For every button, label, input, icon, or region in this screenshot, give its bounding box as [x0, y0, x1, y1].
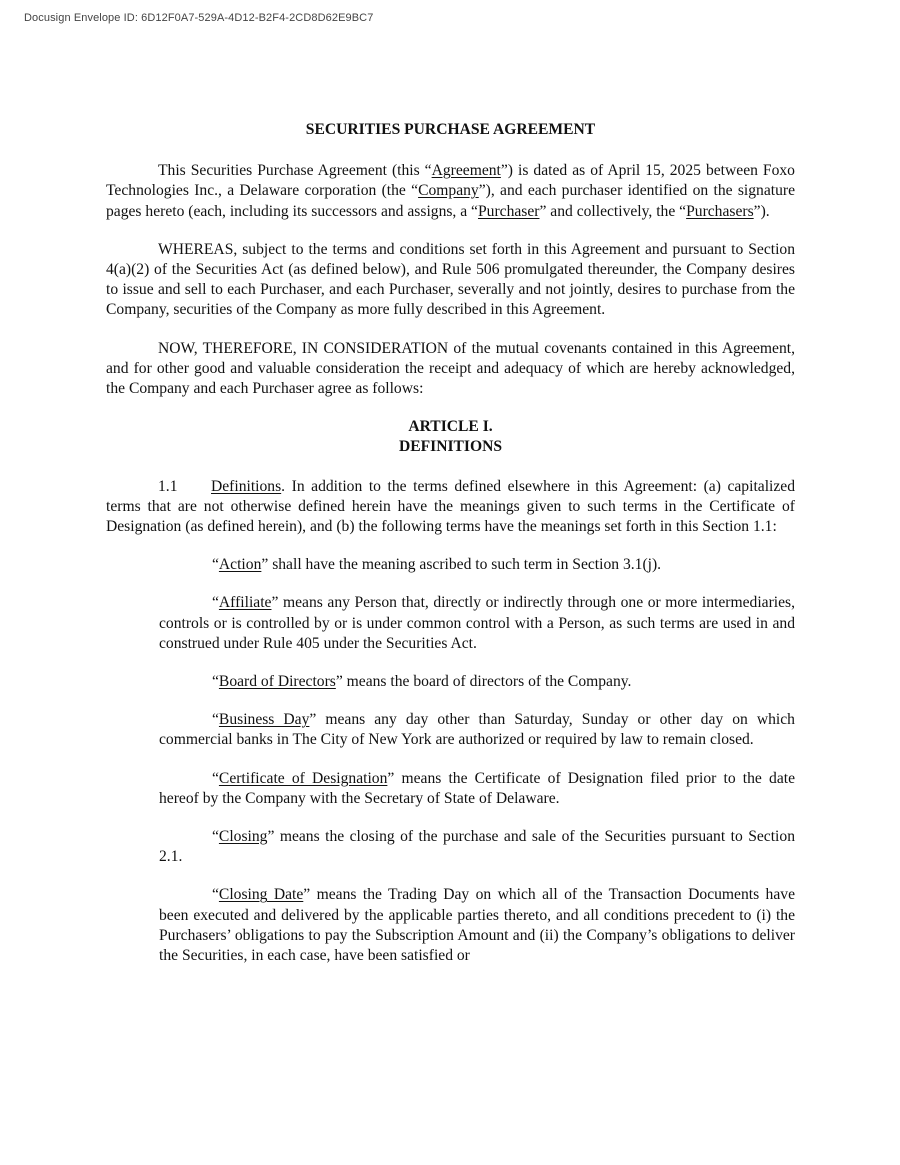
whereas-paragraph: WHEREAS, subject to the terms and conditions set forth in this Agreement and pursuant to Section 4(a)(2) of the Securities Act (as defined below), and Rule 506 promulgated thereunder, the Company desires to issue and sell to each Purchaser, and each Purchaser, severally and not jointly, desires to purchase from the Company, securities of the Company as more fully described in this Agreement. — [106, 240, 795, 319]
definition-item: “Closing” means the closing of the purchase and sale of the Securities pursuant to Section 2.1. — [159, 828, 795, 866]
defined-term: Agreement — [431, 162, 501, 180]
section-title: Definitions — [211, 477, 282, 495]
definition-item: “Board of Directors” means the board of directors of the Company. — [212, 673, 632, 691]
section-number: 1.1 — [158, 477, 178, 495]
defined-term: Certificate of Designation — [218, 769, 388, 787]
document-page — [106, 120, 795, 984]
defined-term: Business Day — [218, 711, 310, 729]
definition-item: “Affiliate” means any Person that, directly or indirectly through one or more intermediaries, controls or is controlled by or is under common control with a Person, as such terms are used in and construed under Rule 405 under the Securities Act. — [159, 594, 795, 652]
defined-term: Purchaser — [477, 202, 540, 220]
envelope-id: Docusign Envelope ID: 6D12F0A7-529A-4D12-B2F4-2CD8D62E9BC7 — [24, 12, 374, 24]
article-title: DEFINITIONS — [398, 438, 503, 456]
intro-paragraph: This Securities Purchase Agreement (this “Agreement”) is dated as of April 15, 2025 between Foxo Technologies Inc., a Delaware corporation (the “Company”), and each purchaser identified on the signature pages hereto (each, including its successors and assigns, a “Purchaser” and collectively, the “Purchasers”). — [106, 162, 796, 220]
now-therefore-paragraph: NOW, THEREFORE, IN CONSIDERATION of the mutual covenants contained in this Agreement, and for other good and valuable consideration the receipt and adequacy of which are hereby acknowledged, the Company and each Purchaser agree as follows: — [106, 339, 795, 398]
definition-item: “Certificate of Designation” means the Certificate of Designation filed prior to the date hereof by the Company with the Secretary of State of Delaware. — [159, 769, 795, 807]
defined-term: Closing Date — [218, 886, 304, 904]
defined-term: Affiliate — [218, 594, 272, 612]
article-heading — [106, 417, 795, 457]
defined-term: Company — [418, 182, 479, 200]
defined-term: Action — [218, 556, 262, 574]
definition-item: “Closing Date” means the Trading Day on which all of the Transaction Documents have been executed and delivered by the applicable parties thereto, and all conditions precedent to (i) the Purchasers’ obligations to pay the Subscription Amount and (ii) the Company’s obligations to deliver the Securities, in each case, have been satisfied or — [159, 886, 795, 965]
definition-item: “Action” shall have the meaning ascribed to such term in Section 3.1(j). — [212, 556, 662, 574]
defined-term: Purchasers — [686, 202, 754, 220]
defined-term: Board of Directors — [218, 673, 336, 691]
article-number: ARTICLE I. — [408, 418, 493, 436]
document-title: SECURITIES PURCHASE AGREEMENT — [305, 121, 596, 138]
section-1-1: 1.1 Definitions. In addition to the terms defined elsewhere in this Agreement: (a) capitalized terms that are not otherwise defined herein have the meanings given to such terms in the Certificate of Designation (as defined herein), and (b) the following terms have the meanings set forth in this Section 1.1: — [106, 477, 795, 536]
defined-term: Closing — [218, 828, 268, 846]
definition-item: “Business Day” means any day other than Saturday, Sunday or other day on which commercial banks in The City of New York are authorized or required by law to remain closed. — [159, 711, 795, 749]
